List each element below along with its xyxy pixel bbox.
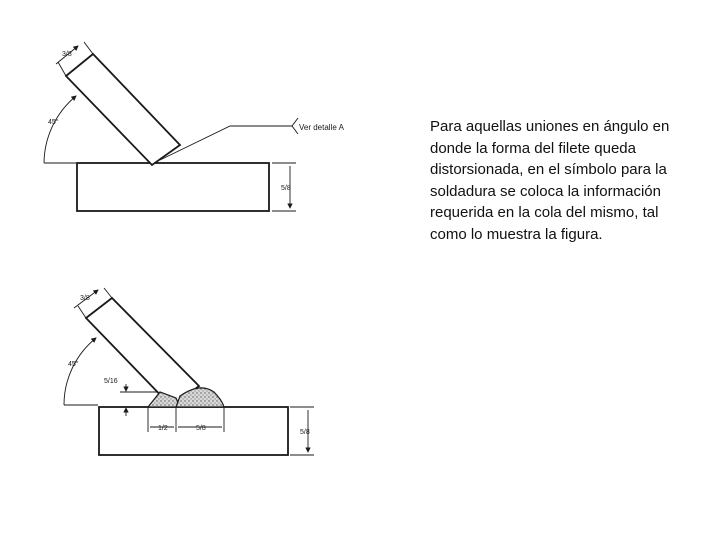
top-joint-figure: [44, 42, 345, 211]
left-leg-label: 1/2: [158, 425, 168, 432]
description-text: Para aquellas uniones en ángulo en donde la forma del filete queda distorsionada, en el símbolo para la soldadura se coloca la información requerida en la cola del mismo, tal como lo muestra la figura.: [430, 118, 670, 243]
top-reference-note: Ver detalle A: [299, 123, 344, 132]
bottom-base-plate: [99, 407, 288, 455]
bottom-plate-thickness-label: 5/8: [300, 429, 310, 436]
bottom-angle-label: 45°: [68, 361, 79, 368]
bottom-angled-member: [86, 298, 199, 407]
bottom-joint-figure: [64, 288, 314, 455]
weld-height-label: 5/16: [104, 378, 118, 385]
top-angle-label: 45°: [48, 119, 59, 126]
bottom-member-thickness-label: 3/8: [80, 295, 90, 302]
right-leg-label: 5/8: [196, 425, 206, 432]
top-plate-thickness-label: 5/8: [281, 185, 291, 192]
top-base-plate: [77, 163, 269, 211]
top-member-thickness-label: 3/8: [62, 51, 72, 58]
top-angled-member: [66, 54, 180, 165]
